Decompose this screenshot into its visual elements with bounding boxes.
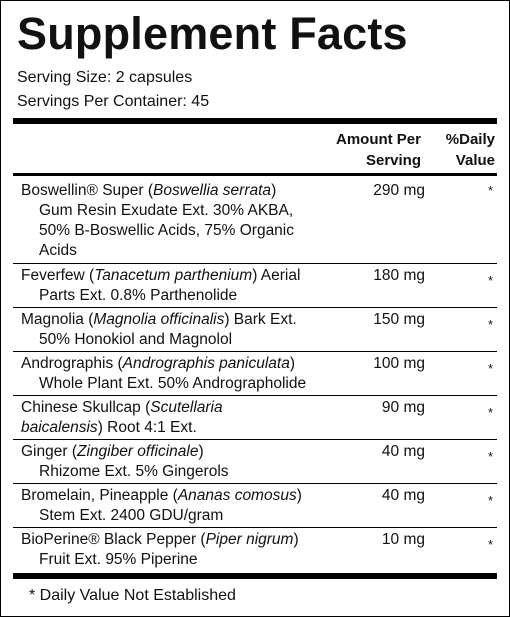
ingredient-row xyxy=(13,442,497,482)
ingredient-name: Chinese Skullcap (Scutellaria baicalensis) Root 4:1 Ext. xyxy=(21,399,223,436)
ingredient-dv: * xyxy=(487,361,493,376)
header-divider xyxy=(13,173,497,176)
ingredient-row xyxy=(13,354,497,394)
ingredient-row xyxy=(13,398,497,438)
ingredient-amount: 40 mg xyxy=(381,487,425,504)
ingredient-amount: 90 mg xyxy=(381,399,425,416)
ingredient-row xyxy=(13,181,497,261)
row-divider xyxy=(13,483,497,484)
ingredient-amount: 150 mg xyxy=(373,311,425,328)
ingredient-row xyxy=(13,310,497,350)
thick-divider xyxy=(13,118,497,124)
ingredient-dv: * xyxy=(487,537,493,552)
ingredient-name: BioPerine® Black Pepper (Piper nigrum) Fruit Ext. 95% Piperine xyxy=(21,531,299,568)
row-divider xyxy=(13,439,497,440)
amount-per-serving-header: Amount Per Serving xyxy=(335,131,421,169)
ingredient-name: Feverfew (Tanacetum parthenium) Aerial Parts Ext. 0.8% Parthenolide xyxy=(21,267,301,304)
bottom-divider xyxy=(13,573,497,579)
ingredient-dv: * xyxy=(487,183,493,198)
ingredient-dv: * xyxy=(487,317,493,332)
ingredient-dv: * xyxy=(487,449,493,464)
ingredient-name: Bromelain, Pineapple (Ananas comosus) Stem Ext. 2400 GDU/gram xyxy=(21,487,302,524)
ingredient-amount: 180 mg xyxy=(373,267,425,284)
ingredient-amount: 100 mg xyxy=(373,355,425,372)
ingredient-amount: 40 mg xyxy=(381,443,425,460)
panel-title: Supplement Facts xyxy=(17,8,408,59)
ingredient-amount: 10 mg xyxy=(381,531,425,548)
row-divider xyxy=(13,351,497,352)
row-divider xyxy=(13,527,497,528)
ingredient-dv: * xyxy=(487,493,493,508)
row-divider xyxy=(13,307,497,308)
ingredient-dv: * xyxy=(487,273,493,288)
ingredient-row xyxy=(13,266,497,306)
row-divider xyxy=(13,395,497,396)
daily-value-header: %Daily Value xyxy=(445,131,495,169)
row-divider xyxy=(13,263,497,264)
ingredient-row xyxy=(13,530,497,570)
serving-size: Serving Size: 2 capsules xyxy=(17,69,193,86)
ingredient-amount: 290 mg xyxy=(373,182,425,199)
ingredient-dv: * xyxy=(487,405,493,420)
ingredient-name: Andrographis (Andrographis paniculata) Whole Plant Ext. 50% Andrographolide xyxy=(21,355,307,392)
ingredient-name: Ginger (Zingiber officinale) Rhizome Ext. 5% Gingerols xyxy=(21,443,229,480)
footnote: * Daily Value Not Established xyxy=(29,587,236,604)
ingredient-row xyxy=(13,486,497,526)
ingredient-name: Magnolia (Magnolia officinalis) Bark Ext. 50% Honokiol and Magnolol xyxy=(21,311,297,348)
servings-per-container: Servings Per Container: 45 xyxy=(17,93,210,110)
ingredient-name: Boswellin® Super (Boswellia serrata) Gum Resin Exudate Ext. 30% AKBA, 50% B-Boswellic Acids, 75% Organic Acids xyxy=(21,182,295,259)
